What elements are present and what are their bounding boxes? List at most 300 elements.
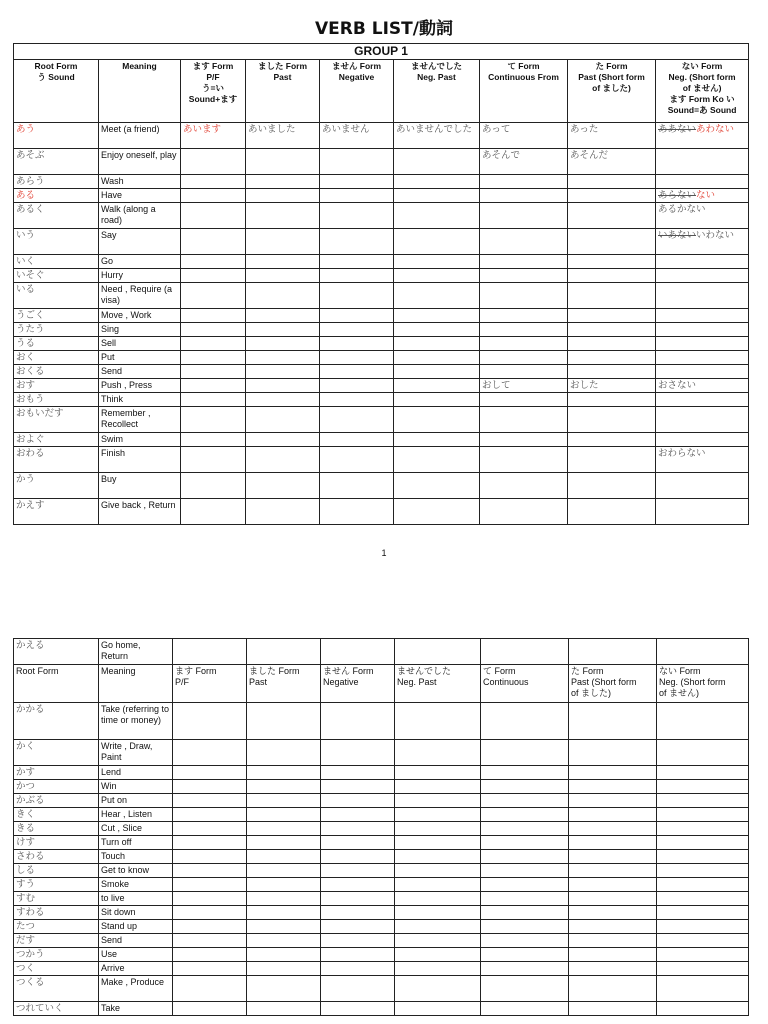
- column-header: ません Form Negative: [321, 665, 395, 703]
- masu-cell: [181, 447, 246, 473]
- ta-form-cell: [568, 365, 656, 379]
- masen-cell: [320, 473, 394, 499]
- empty-cell: [657, 850, 749, 864]
- empty-cell: [657, 1002, 749, 1016]
- root-form-cell: かえる: [14, 639, 99, 665]
- empty-cell: [247, 1002, 321, 1016]
- empty-cell: [321, 906, 395, 920]
- meaning-cell: Wash: [99, 175, 181, 189]
- empty-cell: [481, 703, 569, 740]
- table-row: [14, 433, 749, 447]
- masendeshita-cell: [394, 203, 480, 229]
- nai-form-cell: [656, 323, 749, 337]
- corrected-answer: おわらない: [658, 448, 706, 459]
- meaning-cell: Take (referring to time or money): [99, 703, 173, 740]
- masendeshita-cell: [394, 189, 480, 203]
- meaning-cell: Remember , Recollect: [99, 407, 181, 433]
- root-form-cell: かつ: [14, 780, 99, 794]
- nai-form-cell: [656, 123, 749, 149]
- empty-cell: [481, 934, 569, 948]
- root-form-cell: うる: [14, 337, 99, 351]
- empty-cell: [481, 766, 569, 780]
- ta-form-cell: [568, 255, 656, 269]
- struck-answer: ああない: [658, 124, 697, 135]
- masu-cell: [181, 351, 246, 365]
- empty-cell: [395, 892, 481, 906]
- table-row: [14, 976, 749, 1002]
- masu-cell: [181, 379, 246, 393]
- masen-cell: [320, 269, 394, 283]
- masendeshita-cell: [394, 283, 480, 309]
- nai-form-cell: [656, 365, 749, 379]
- empty-cell: [395, 1002, 481, 1016]
- meaning-cell: Give back , Return: [99, 499, 181, 525]
- column-header: ません Form Negative: [320, 60, 394, 123]
- empty-cell: [321, 878, 395, 892]
- mashita-cell: [246, 229, 320, 255]
- empty-cell: [173, 934, 247, 948]
- empty-cell: [321, 948, 395, 962]
- empty-cell: [481, 920, 569, 934]
- table-row: [14, 850, 749, 864]
- empty-cell: [395, 740, 481, 766]
- root-form-cell: かえす: [14, 499, 99, 525]
- column-header: ませんでした Neg. Past: [394, 60, 480, 123]
- empty-cell: [395, 864, 481, 878]
- empty-cell: [481, 740, 569, 766]
- ta-form-cell: [568, 283, 656, 309]
- empty-cell: [395, 962, 481, 976]
- empty-cell: [481, 850, 569, 864]
- empty-cell: [569, 780, 657, 794]
- empty-cell: [481, 639, 569, 665]
- empty-cell: [173, 1002, 247, 1016]
- empty-cell: [657, 794, 749, 808]
- root-form-cell: うたう: [14, 323, 99, 337]
- root-form-cell: だす: [14, 934, 99, 948]
- masu-cell: [181, 283, 246, 309]
- root-form-cell: あそぶ: [14, 149, 99, 175]
- root-form-cell: いう: [14, 229, 99, 255]
- corrected-answer: いわない: [696, 230, 735, 241]
- table-row: [14, 948, 749, 962]
- ta-form-cell: あった: [568, 123, 656, 149]
- empty-cell: [173, 780, 247, 794]
- ta-form-cell: [568, 189, 656, 203]
- table-row: [14, 269, 749, 283]
- masen-cell: [320, 393, 394, 407]
- masendeshita-cell: [394, 351, 480, 365]
- meaning-cell: Make , Produce: [99, 976, 173, 1002]
- masen-cell: [320, 407, 394, 433]
- meaning-cell: Put on: [99, 794, 173, 808]
- masendeshita-cell: [394, 269, 480, 283]
- empty-cell: [247, 766, 321, 780]
- masendeshita-cell: [394, 175, 480, 189]
- te-form-cell: [480, 393, 568, 407]
- te-form-cell: おして: [480, 379, 568, 393]
- nai-form-cell: [656, 393, 749, 407]
- table-row: [14, 351, 749, 365]
- empty-cell: [657, 836, 749, 850]
- column-header: た Form Past (Short form of ました): [568, 60, 656, 123]
- empty-cell: [173, 864, 247, 878]
- te-form-cell: あそんで: [480, 149, 568, 175]
- meaning-cell: Lend: [99, 766, 173, 780]
- root-form-cell: たつ: [14, 920, 99, 934]
- empty-cell: [481, 1002, 569, 1016]
- meaning-cell: Cut , Slice: [99, 822, 173, 836]
- empty-cell: [569, 948, 657, 962]
- empty-cell: [247, 892, 321, 906]
- table-row: [14, 878, 749, 892]
- mashita-cell: [246, 189, 320, 203]
- masu-cell: [181, 473, 246, 499]
- meaning-cell: Have: [99, 189, 181, 203]
- table-row: [14, 808, 749, 822]
- table-row: [14, 703, 749, 740]
- nai-form-cell: [656, 499, 749, 525]
- empty-cell: [395, 780, 481, 794]
- masu-cell: [181, 393, 246, 407]
- mashita-cell: [246, 407, 320, 433]
- te-form-cell: [480, 229, 568, 255]
- empty-cell: [657, 934, 749, 948]
- empty-cell: [247, 948, 321, 962]
- te-form-cell: [480, 255, 568, 269]
- table-row: [14, 323, 749, 337]
- root-form-cell: つく: [14, 962, 99, 976]
- ta-form-cell: [568, 499, 656, 525]
- empty-cell: [481, 892, 569, 906]
- masen-cell: あいません: [320, 123, 394, 149]
- masendeshita-cell: [394, 255, 480, 269]
- table-row: [14, 822, 749, 836]
- empty-cell: [173, 962, 247, 976]
- empty-cell: [173, 808, 247, 822]
- meaning-cell: Swim: [99, 433, 181, 447]
- empty-cell: [247, 822, 321, 836]
- meaning-cell: Smoke: [99, 878, 173, 892]
- empty-cell: [173, 836, 247, 850]
- ta-form-cell: あそんだ: [568, 149, 656, 175]
- table-row: [14, 393, 749, 407]
- empty-cell: [481, 948, 569, 962]
- nai-form-cell: [656, 283, 749, 309]
- meaning-cell: Meet (a friend): [99, 123, 181, 149]
- meaning-cell: Push , Press: [99, 379, 181, 393]
- te-form-cell: [480, 407, 568, 433]
- root-form-cell: かかる: [14, 703, 99, 740]
- masu-cell: [181, 229, 246, 255]
- table-row: [14, 203, 749, 229]
- meaning-cell: Hear , Listen: [99, 808, 173, 822]
- empty-cell: [569, 822, 657, 836]
- meaning-cell: Walk (along a road): [99, 203, 181, 229]
- struck-answer: あらない: [658, 190, 697, 201]
- empty-cell: [173, 892, 247, 906]
- masen-cell: [320, 189, 394, 203]
- meaning-cell: Turn off: [99, 836, 173, 850]
- table-row: [14, 962, 749, 976]
- te-form-cell: [480, 433, 568, 447]
- root-form-cell: いる: [14, 283, 99, 309]
- table-row: [14, 836, 749, 850]
- table-row: [14, 365, 749, 379]
- te-form-cell: [480, 283, 568, 309]
- root-form-cell: すう: [14, 878, 99, 892]
- te-form-cell: [480, 351, 568, 365]
- empty-cell: [247, 780, 321, 794]
- ta-form-cell: [568, 473, 656, 499]
- masendeshita-cell: [394, 379, 480, 393]
- meaning-cell: Buy: [99, 473, 181, 499]
- ta-form-cell: [568, 309, 656, 323]
- empty-cell: [321, 703, 395, 740]
- empty-cell: [395, 703, 481, 740]
- empty-cell: [657, 864, 749, 878]
- empty-cell: [321, 822, 395, 836]
- masu-cell: [181, 269, 246, 283]
- empty-cell: [569, 766, 657, 780]
- masendeshita-cell: [394, 365, 480, 379]
- page-number: 1: [381, 548, 387, 558]
- mashita-cell: [246, 365, 320, 379]
- table-row: [14, 149, 749, 175]
- masu-cell: [181, 203, 246, 229]
- masu-cell: [181, 499, 246, 525]
- te-form-cell: [480, 323, 568, 337]
- empty-cell: [247, 906, 321, 920]
- empty-cell: [395, 836, 481, 850]
- table-row: [14, 283, 749, 309]
- te-form-cell: [480, 175, 568, 189]
- table-row: [14, 794, 749, 808]
- mashita-cell: [246, 433, 320, 447]
- empty-cell: [321, 864, 395, 878]
- empty-cell: [173, 850, 247, 864]
- root-form-cell: うごく: [14, 309, 99, 323]
- te-form-cell: [480, 309, 568, 323]
- empty-cell: [173, 794, 247, 808]
- empty-cell: [321, 780, 395, 794]
- empty-cell: [321, 808, 395, 822]
- empty-cell: [247, 878, 321, 892]
- empty-cell: [321, 850, 395, 864]
- corrected-answer: あわない: [696, 124, 735, 135]
- empty-cell: [247, 920, 321, 934]
- root-form-cell: すわる: [14, 906, 99, 920]
- root-form-cell: いく: [14, 255, 99, 269]
- nai-form-cell: [656, 203, 749, 229]
- empty-cell: [657, 639, 749, 665]
- masu-cell: [181, 255, 246, 269]
- mashita-cell: [246, 255, 320, 269]
- table-row: [14, 379, 749, 393]
- ta-form-cell: おした: [568, 379, 656, 393]
- empty-cell: [569, 639, 657, 665]
- masendeshita-cell: [394, 499, 480, 525]
- empty-cell: [657, 780, 749, 794]
- masu-cell: [181, 323, 246, 337]
- root-form-cell: おもう: [14, 393, 99, 407]
- empty-cell: [173, 878, 247, 892]
- table-row: [14, 1002, 749, 1016]
- nai-form-cell: [656, 407, 749, 433]
- masu-cell: [181, 309, 246, 323]
- te-form-cell: [480, 473, 568, 499]
- masendeshita-cell: [394, 433, 480, 447]
- meaning-cell: Put: [99, 351, 181, 365]
- te-form-cell: あって: [480, 123, 568, 149]
- empty-cell: [569, 864, 657, 878]
- nai-form-cell: [656, 351, 749, 365]
- empty-cell: [247, 794, 321, 808]
- corrected-answer: あるかない: [658, 204, 706, 215]
- empty-cell: [173, 766, 247, 780]
- table-row: [14, 766, 749, 780]
- empty-cell: [247, 934, 321, 948]
- empty-cell: [569, 808, 657, 822]
- empty-cell: [569, 878, 657, 892]
- empty-cell: [569, 836, 657, 850]
- column-header: た Form Past (Short form of ました): [569, 665, 657, 703]
- mashita-cell: [246, 337, 320, 351]
- empty-cell: [657, 822, 749, 836]
- empty-cell: [395, 920, 481, 934]
- ta-form-cell: [568, 203, 656, 229]
- root-form-cell: かす: [14, 766, 99, 780]
- root-form-cell: しる: [14, 864, 99, 878]
- meaning-cell: Go: [99, 255, 181, 269]
- masen-cell: [320, 283, 394, 309]
- mashita-cell: [246, 379, 320, 393]
- masen-cell: [320, 447, 394, 473]
- ta-form-cell: [568, 229, 656, 255]
- masen-cell: [320, 229, 394, 255]
- empty-cell: [321, 892, 395, 906]
- column-header-row: [14, 665, 749, 703]
- table-row: [14, 175, 749, 189]
- meaning-cell: Say: [99, 229, 181, 255]
- meaning-cell: Enjoy oneself, play: [99, 149, 181, 175]
- table-row: [14, 499, 749, 525]
- empty-cell: [395, 948, 481, 962]
- empty-cell: [173, 906, 247, 920]
- empty-cell: [321, 794, 395, 808]
- masendeshita-cell: [394, 393, 480, 407]
- column-header: ませんでした Neg. Past: [395, 665, 481, 703]
- mashita-cell: あいました: [246, 123, 320, 149]
- masendeshita-cell: [394, 229, 480, 255]
- empty-cell: [395, 639, 481, 665]
- masu-cell: [181, 175, 246, 189]
- empty-cell: [395, 794, 481, 808]
- ta-form-cell: [568, 269, 656, 283]
- root-form-cell: すむ: [14, 892, 99, 906]
- masendeshita-cell: [394, 309, 480, 323]
- column-header: ない Form Neg. (Short form of ません) ます Form Ko い Sound=あ Sound: [656, 60, 749, 123]
- masu-cell: [181, 407, 246, 433]
- masen-cell: [320, 175, 394, 189]
- column-header: Meaning: [99, 60, 181, 123]
- meaning-cell: Write , Draw, Paint: [99, 740, 173, 766]
- mashita-cell: [246, 351, 320, 365]
- masendeshita-cell: [394, 149, 480, 175]
- table-row: [14, 255, 749, 269]
- meaning-cell: Sing: [99, 323, 181, 337]
- root-form-cell: きく: [14, 808, 99, 822]
- empty-cell: [395, 850, 481, 864]
- masendeshita-cell: あいませんでした: [394, 123, 480, 149]
- masen-cell: [320, 203, 394, 229]
- nai-form-cell: [656, 189, 749, 203]
- masen-cell: [320, 149, 394, 175]
- root-form-cell: つれていく: [14, 1002, 99, 1016]
- te-form-cell: [480, 447, 568, 473]
- ta-form-cell: [568, 175, 656, 189]
- meaning-cell: Go home, Return: [99, 639, 173, 665]
- root-form-cell: おもいだす: [14, 407, 99, 433]
- empty-cell: [657, 740, 749, 766]
- empty-cell: [321, 976, 395, 1002]
- empty-cell: [247, 850, 321, 864]
- ta-form-cell: [568, 407, 656, 433]
- empty-cell: [657, 948, 749, 962]
- root-form-cell: あるく: [14, 203, 99, 229]
- table-row: [14, 780, 749, 794]
- empty-cell: [481, 906, 569, 920]
- masen-cell: [320, 351, 394, 365]
- masen-cell: [320, 433, 394, 447]
- corrected-answer: おさない: [658, 380, 697, 391]
- empty-cell: [395, 766, 481, 780]
- ta-form-cell: [568, 323, 656, 337]
- ta-form-cell: [568, 433, 656, 447]
- empty-cell: [657, 808, 749, 822]
- empty-cell: [321, 766, 395, 780]
- column-header: ない Form Neg. (Short form of ません): [657, 665, 749, 703]
- empty-cell: [569, 920, 657, 934]
- empty-cell: [173, 976, 247, 1002]
- group-label: GROUP 1: [14, 44, 749, 60]
- mashita-cell: [246, 323, 320, 337]
- meaning-cell: Win: [99, 780, 173, 794]
- empty-cell: [481, 780, 569, 794]
- meaning-cell: Use: [99, 948, 173, 962]
- ta-form-cell: [568, 393, 656, 407]
- column-header: Meaning: [99, 665, 173, 703]
- page-title: VERB LIST/動詞: [315, 19, 453, 39]
- empty-cell: [395, 906, 481, 920]
- root-form-cell: かぶる: [14, 794, 99, 808]
- root-form-cell: あらう: [14, 175, 99, 189]
- empty-cell: [321, 1002, 395, 1016]
- empty-cell: [569, 892, 657, 906]
- masendeshita-cell: [394, 473, 480, 499]
- ta-form-cell: [568, 337, 656, 351]
- empty-cell: [481, 822, 569, 836]
- empty-cell: [247, 864, 321, 878]
- root-form-cell: けす: [14, 836, 99, 850]
- column-header: ました Form Past: [247, 665, 321, 703]
- table-row: [14, 189, 749, 203]
- empty-cell: [321, 934, 395, 948]
- table-row: [14, 864, 749, 878]
- empty-cell: [569, 850, 657, 864]
- masendeshita-cell: [394, 337, 480, 351]
- meaning-cell: to live: [99, 892, 173, 906]
